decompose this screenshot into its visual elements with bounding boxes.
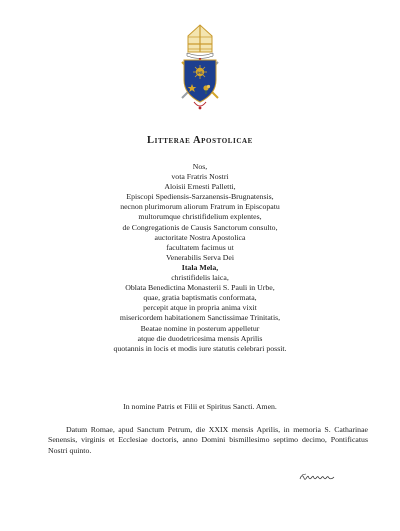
- body-line: facultatem facimus ut: [166, 242, 234, 252]
- body-line: vota Fratris Nostri: [171, 172, 229, 182]
- body-line: quotannis in locis et modis iure statutis celebrari possit.: [113, 343, 287, 353]
- handwritten-signature-icon: [298, 470, 338, 484]
- body-line: atque die duodetricesima mensis Aprilis: [137, 333, 263, 343]
- body-line: Nos,: [192, 162, 208, 171]
- body-line: de Congregationis de Causis Sanctorum consulto,: [122, 222, 278, 232]
- body-line: Aloisii Ernesti Palletti,: [164, 182, 236, 192]
- datum-paragraph: Datum Romae, apud Sanctum Petrum, die XXIX mensis Aprilis, in memoria S. Catharinae Senensis, virginis et Ecclesiae doctoris, anno Domini bismillesimo septimo decimo, Pontificatus Nostri quinto.: [48, 425, 368, 455]
- body-line: percepit atque in propria anima vixit: [143, 303, 257, 313]
- svg-text:IHS: IHS: [197, 71, 203, 75]
- body-line: misericordem habitationem Sanctissimae Trinitatis,: [119, 313, 281, 323]
- body-line: quae, gratia baptismatis conformata,: [143, 293, 257, 303]
- letter-body: [20, 162, 380, 354]
- body-line: Oblata Benedictina Monasterii S. Pauli in Urbe,: [125, 283, 275, 293]
- body-line: christifidelis laica,: [171, 273, 229, 283]
- body-line: Venerabilis Serva Dei: [166, 252, 234, 262]
- body-line: Beatae nomine in posterum appelletur: [140, 323, 260, 333]
- body-line: auctoritate Nostra Apostolica: [154, 232, 246, 242]
- body-line: necnon plurimorum aliorum Fratrum in Episcopatu: [120, 202, 280, 212]
- body-line: Episcopi Spediensis-Sarzanensis-Brugnatensis,: [126, 192, 274, 202]
- body-line: multorumque christifidelium explentes,: [138, 212, 262, 222]
- papal-coat-of-arms-icon: [172, 22, 228, 114]
- beatified-name: Itala Mela,: [181, 262, 219, 272]
- closing-formula: In nomine Patris et Filii et Spiritus Sancti. Amen.: [123, 402, 277, 411]
- document-title: Litterae Apostolicae: [147, 135, 253, 146]
